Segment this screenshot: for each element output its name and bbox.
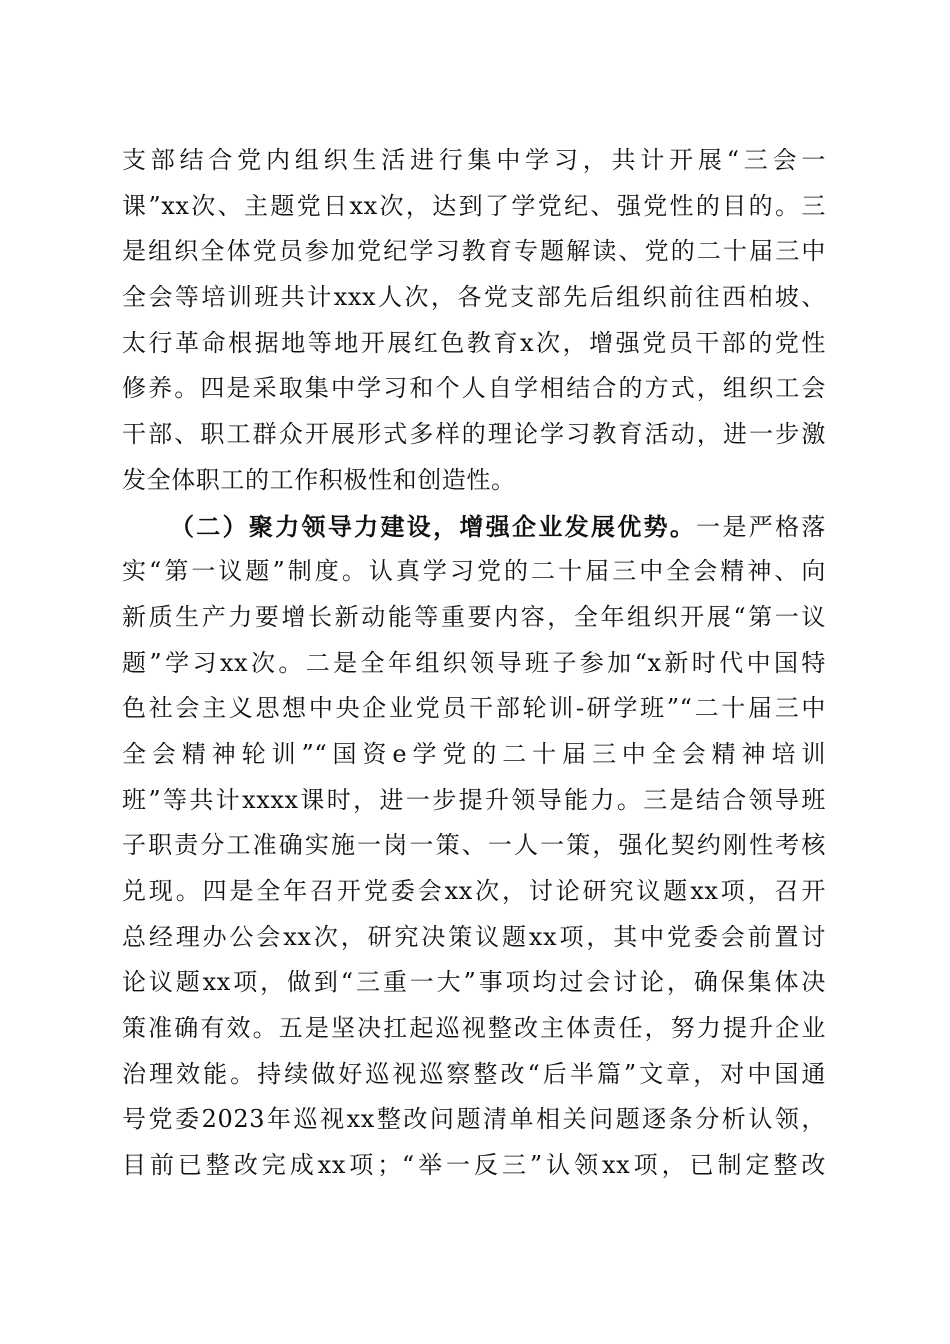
text-line: 兑现。四是全年召开党委会xx次，讨论研究议题xx项，召开 [122, 877, 826, 905]
text-line: 总经理办公会xx次，研究决策议题xx项，其中党委会前置讨 [122, 922, 826, 951]
text-line: 全会精神轮训”“国资e学党的二十届三中全会精神培训 [122, 739, 826, 768]
text-line: 题”学习xx次。二是全年组织领导班子参加“x新时代中国特 [122, 648, 826, 677]
paragraph-1 [122, 138, 826, 504]
document-body [122, 138, 826, 1189]
text-line: 支部结合党内组织生活进行集中学习，共计开展“三会一 [122, 146, 826, 174]
heading-continuation: 一是严格落 [696, 512, 827, 541]
text-line: 策准确有效。五是坚决扛起巡视整改主体责任，努力提升企业 [122, 1014, 826, 1043]
text-line: 发全体职工的工作积极性和创造性。 [122, 465, 516, 494]
section-heading: （二）聚力领导力建设，增强企业发展优势。 [170, 511, 697, 541]
text-line: 班”等共计xxxx课时，进一步提升领导能力。三是结合领导班 [122, 785, 826, 814]
text-line: 子职责分工准确实施一岗一策、一人一策，强化契约刚性考核 [122, 831, 826, 860]
text-line: 修养。四是采取集中学习和个人自学相结合的方式，组织工会 [122, 374, 826, 403]
text-line: 全会等培训班共计xxx人次，各党支部先后组织前往西柏坡、 [122, 283, 826, 312]
text-line: 目前已整改完成xx项；“举一反三”认领xx项，已制定整改 [122, 1151, 826, 1180]
text-line [122, 504, 826, 550]
text-line: 实“第一议题”制度。认真学习党的二十届三中全会精神、向 [122, 557, 826, 586]
text-line: 色社会主义思想中央企业党员干部轮训-研学班”“二十届三中 [122, 694, 826, 723]
text-line: 太行革命根据地等地开展红色教育x次，增强党员干部的党性 [122, 328, 826, 357]
text-line: 是组织全体党员参加党纪学习教育专题解读、党的二十届三中 [122, 237, 826, 266]
text-line: 新质生产力要增长新动能等重要内容，全年组织开展“第一议 [122, 602, 826, 631]
text-line: 号党委2023年巡视xx整改问题清单相关问题逐条分析认领， [122, 1105, 826, 1134]
text-line: 论议题xx项，做到“三重一大”事项均过会讨论，确保集体决 [122, 968, 826, 997]
text-line: 干部、职工群众开展形式多样的理论学习教育活动，进一步激 [122, 420, 826, 449]
text-line: 治理效能。持续做好巡视巡察整改“后半篇”文章，对中国通 [122, 1059, 826, 1088]
paragraph-2 [122, 504, 826, 1189]
text-line: 课”xx次、主题党日xx次，达到了学党纪、强党性的目的。三 [122, 191, 826, 220]
